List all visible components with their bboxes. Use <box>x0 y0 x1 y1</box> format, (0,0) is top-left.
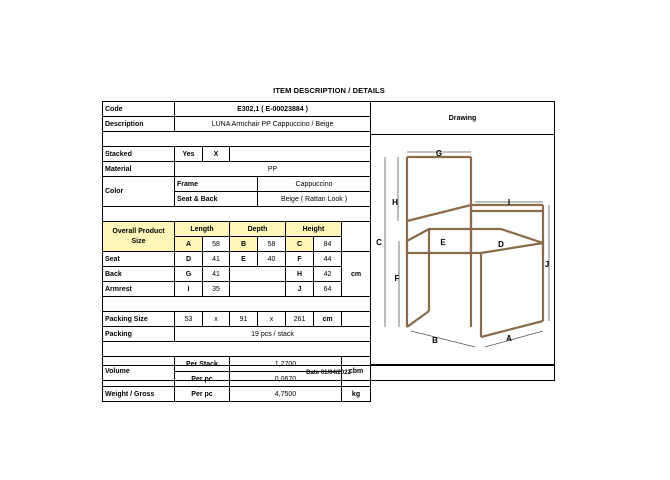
packing-size-row <box>103 312 371 327</box>
weight-per-pc-label: Per pc <box>175 387 230 402</box>
dim-b-value: 58 <box>258 237 286 252</box>
color-frame-value: Cappuccino <box>258 177 371 192</box>
volume-label: Volume <box>103 357 175 387</box>
per-pc-label: Per pc <box>175 372 230 387</box>
label-g: G <box>435 149 443 158</box>
dim-d-letter: D <box>175 252 203 267</box>
description-label: Description <box>103 117 175 132</box>
description-row <box>103 117 371 132</box>
weight-value: 4,7500 <box>230 387 342 402</box>
label-b: B <box>432 336 438 345</box>
overall-header-row <box>103 222 371 237</box>
seat-label: Seat <box>103 252 175 267</box>
dim-f-letter: F <box>286 252 314 267</box>
seat-row <box>103 252 371 267</box>
label-i: I <box>507 198 511 207</box>
stacked-label: Stacked <box>103 147 175 162</box>
packing-size-v2: 91 <box>230 312 258 327</box>
dim-a-value: 58 <box>203 237 230 252</box>
code-label: Code <box>103 102 175 117</box>
packing-value: 19 pcs / stack <box>175 327 371 342</box>
length-header: Length <box>175 222 230 237</box>
weight-row <box>103 387 371 402</box>
drawing-heading: Drawing <box>370 101 555 135</box>
material-row <box>103 162 371 177</box>
spacer <box>103 342 371 357</box>
label-h: H <box>392 198 398 207</box>
packing-size-v3: 261 <box>286 312 314 327</box>
packing-size-label: Packing Size <box>103 312 175 327</box>
stacked-yes: Yes <box>175 147 203 162</box>
height-header: Height <box>286 222 342 237</box>
armrest-label: Armrest <box>103 282 175 297</box>
spec-table <box>102 101 371 402</box>
drawing-panel <box>370 134 555 365</box>
document-title: ITEM DESCRIPTION / DETAILS <box>273 86 385 95</box>
dim-i-letter: I <box>175 282 203 297</box>
color-seat-label: Seat & Back <box>175 192 258 207</box>
dim-i-value: 35 <box>203 282 230 297</box>
dim-g-letter: G <box>175 267 203 282</box>
dim-c-value: 84 <box>314 237 342 252</box>
spacer <box>103 132 371 147</box>
color-label: Color <box>103 177 175 207</box>
dim-j-value: 64 <box>314 282 342 297</box>
packing-size-empty <box>342 312 371 327</box>
armrest-row <box>103 282 371 297</box>
stacked-mark: X <box>203 147 230 162</box>
label-f: F <box>394 274 400 283</box>
label-a: A <box>506 334 512 343</box>
per-stack-value: 1,2700 <box>230 357 342 372</box>
material-label: Material <box>103 162 175 177</box>
dimension-lines <box>385 152 549 347</box>
dim-g-value: 41 <box>203 267 230 282</box>
material-value: PP <box>175 162 371 177</box>
packing-row <box>103 327 371 342</box>
dim-f-value: 44 <box>314 252 342 267</box>
dim-h-letter: H <box>286 267 314 282</box>
color-frame-row <box>103 177 371 192</box>
depth-header: Depth <box>230 222 286 237</box>
armrest-empty <box>230 282 286 297</box>
color-frame-label: Frame <box>175 177 258 192</box>
dim-c-letter: C <box>286 237 314 252</box>
dim-d-value: 41 <box>203 252 230 267</box>
label-c: C <box>376 238 382 247</box>
description-value: LUNA Armchair PP Cappuccino / Beige <box>175 117 371 132</box>
back-label: Back <box>103 267 175 282</box>
code-row <box>103 102 371 117</box>
packing-size-x1: x <box>203 312 230 327</box>
back-row <box>103 267 371 282</box>
packing-size-x2: x <box>258 312 286 327</box>
stacked-empty <box>230 147 371 162</box>
chair-frame <box>407 157 543 337</box>
overall-empty <box>342 222 371 252</box>
dim-b-letter: B <box>230 237 258 252</box>
packing-label: Packing <box>103 327 175 342</box>
stacked-row <box>103 147 371 162</box>
overall-size-label: Overall Product Size <box>103 222 175 252</box>
dims-unit: cm <box>342 252 371 297</box>
document-date: Date 01/04/2022 <box>102 365 555 381</box>
label-d: D <box>498 240 504 249</box>
color-seat-value: Beige ( Rattan Look ) <box>258 192 371 207</box>
dim-h-value: 42 <box>314 267 342 282</box>
chair-drawing <box>371 135 554 364</box>
label-e: E <box>440 238 446 247</box>
code-value: E302,1 ( E-00023884 ) <box>175 102 371 117</box>
dim-j-letter: J <box>286 282 314 297</box>
volume-unit: cbm <box>342 357 371 387</box>
packing-size-v1: 53 <box>175 312 203 327</box>
dim-a-letter: A <box>175 237 203 252</box>
packing-size-unit: cm <box>314 312 342 327</box>
spacer <box>103 297 371 312</box>
per-pc-value: 0,0670 <box>230 372 342 387</box>
label-j: J <box>544 260 550 269</box>
spacer <box>103 207 371 222</box>
dim-e-letter: E <box>230 252 258 267</box>
per-stack-label: Per Stack <box>175 357 230 372</box>
weight-unit: kg <box>342 387 371 402</box>
back-empty <box>230 267 286 282</box>
dim-e-value: 40 <box>258 252 286 267</box>
weight-label: Weight / Gross <box>103 387 175 402</box>
